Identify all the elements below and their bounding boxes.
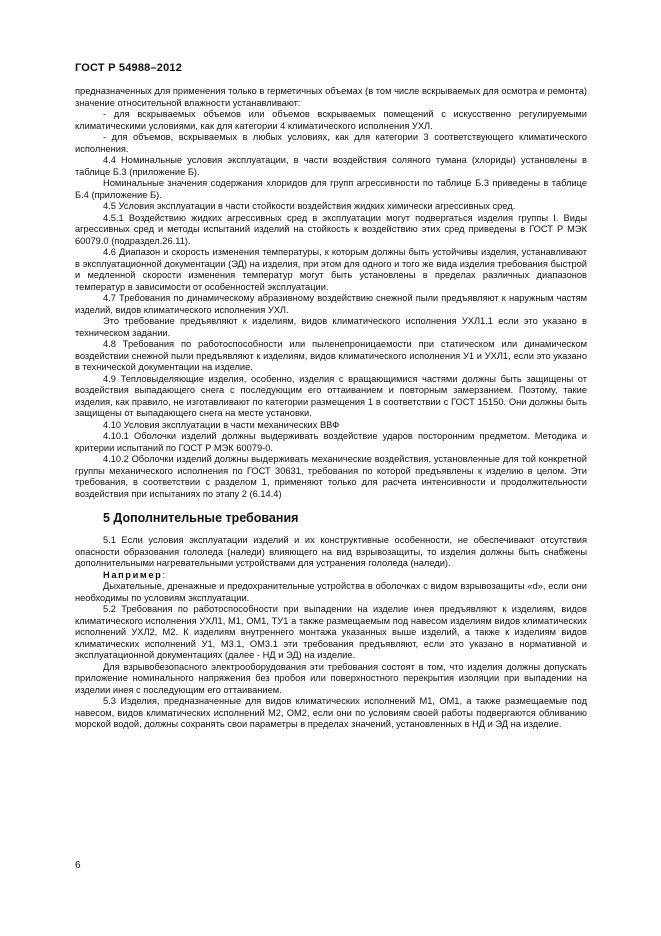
paragraph: 4.5 Условия эксплуатации в части стойкости воздействия жидких химически агрессивных сред.	[103, 201, 516, 211]
paragraph: 4.10 Условия эксплуатации в части механических ВВФ	[103, 419, 340, 430]
document-header: ГОСТ Р 54988–2012	[75, 62, 183, 74]
paragraph: - для вскрываемых объемов или объемов вскрываемых помещений с искусственно регулируемыми климатическими условиями, как для категории 4 климатического исполнения УХЛ.	[75, 109, 587, 131]
paragraph: 5.2 Требования по работоспособности при выпадении на изделие инея предъявляют к изделиям, видов климатического исполнения УХЛ1, М1, ОМ1, ТУ1 а также размещаемым под навесом изделиям видов климатических исполнений УХЛ2, М2. К изделиям внутреннего монтажа указанных выше изделий, а также к изделиям видов климатических исполнений У1, М3.1, ОМ3.1 эти требования предъявляют, если это указано в нормативной и эксплуатационной документациях (далее - НД и ЭД) на изделие.	[75, 604, 587, 660]
paragraph: 4.9 Тепловыделяющие изделия, особенно, изделия с вращающимися частями должны быть защищены от воздействия выпадающего снега с последующим его оттаиванием и повторным замерзанием. Поэтому, такие изделия, как правило, не изготавливают по категории размещения 1 в соответствии с ГОСТ 15150. Они должны быть защищены от выпадающего снега на месте установки.	[75, 373, 587, 418]
paragraph: 5.1 Если условия эксплуатации изделий и их конструктивные особенности, не обеспечивают отсутствия опасности образования гололеда (наледи) влияющего на вид взрывозащиты, то изделия должны быть снабжены дополнительными нагревательными устройствами для устранения гололеда (наледи).	[75, 535, 587, 568]
paragraph: 4.4 Номинальные условия эксплуатации, в части воздействия соляного тумана (хлориды) установлены в таблице Б.3 (приложение Б).	[75, 155, 587, 177]
paragraph: 4.7 Требования по динамическому абразивному воздействию снежной пыли предъявляют к наружным частям изделий, видов климатического исполнения УХЛ.	[75, 293, 587, 315]
example-label: Например	[103, 569, 163, 580]
paragraph: Дыхательные, дренажные и предохранительные устройства в оболочках с видом взрывозащиты «d», если они необходимы по условиям эксплуатации.	[75, 581, 587, 603]
paragraph: Номинальные значения содержания хлоридов для групп агрессивности по таблице Б.3 приведены в таблице Б.4 (приложение Б).	[75, 178, 587, 200]
paragraph: 4.6 Диапазон и скорость изменения температуры, к которым должны быть устойчивы изделия, устанавливают в эксплуатационной документации (ЭД) на изделия, при этом для одного и того же вида изделия требования быстрой и медленной скорости изменения температур могут быть установлены в пределах различных диапазонов температур в зависимости от особенностей эксплуатации.	[75, 247, 587, 292]
paragraph: 4.5.1 Воздействию жидких агрессивных сред в эксплуатации могут подвергаться изделия группы I. Виды агрессивных сред и методы испытаний изделий на стойкость к воздействию этих сред приведены в ГОСТ Р МЭК 60079.0 (подраздел.26.11).	[75, 212, 587, 246]
document-body	[75, 86, 587, 731]
paragraph: 4.8 Требования по работоспособности или пыленепроницаемости при статическом или динамическом воздействии снежной пыли предъявляют к изделиям, видов климатического исполнения У1 и УХЛ1, если это указано в технической документации на изделие.	[75, 339, 587, 372]
paragraph: предназначенных для применения только в герметичных объемах (в том числе вскрываемых для осмотра и ремонта) значение относительной влажности устанавливают:	[75, 86, 587, 108]
paragraph: 5.3 Изделия, предназначенные для видов климатических исполнений М1, ОМ1, а также размещаемые под навесом, видов климатических исполнений М2, ОМ2, если они по условиям своей работы подвергаются обливанию морской водой, должны сохранять свои параметры в пределах значений, установленных в НД и ЭД на изделие.	[75, 696, 587, 729]
paragraph: Для взрывобезопасного электрооборудования эти требования состоят в том, что изделия должны допускать приложение номинального напряжения без пробоя или поверхностного перекрытия изоляции при выпадении на изделии инея с последующим его оттаиванием.	[75, 661, 587, 695]
example-label-line	[75, 570, 587, 582]
paragraph: Это требование предъявляют к изделиям, видов климатического исполнения УХЛ1.1 если это указано в техническом задании.	[75, 316, 587, 338]
example-colon: :	[162, 569, 166, 580]
paragraph: - для объемов, вскрываемых в любых условиях, как для категории 3 соответствующего климатического исполнения.	[75, 132, 587, 154]
page-number: 6	[75, 860, 81, 871]
section-heading: 5 Дополнительные требования	[103, 511, 299, 525]
paragraph: 4.10.1 Оболочки изделий должны выдерживать воздействие ударов посторонним предметом. Методика и критерии испытаний по ГОСТ Р МЭК 60079-0.	[75, 431, 587, 453]
paragraph: 4.10.2 Оболочки изделий должны выдерживать механические воздействия, установленные для той конкретной группы механического исполнения по ГОСТ 30631, требования по которой предъявлены к изделию в целом. Эти требования, в соответствии с разделом 1, применяют только для расчета интенсивности и продолжительности воздействия при испытаниях по этапу 2 (6.14.4)	[75, 454, 587, 499]
